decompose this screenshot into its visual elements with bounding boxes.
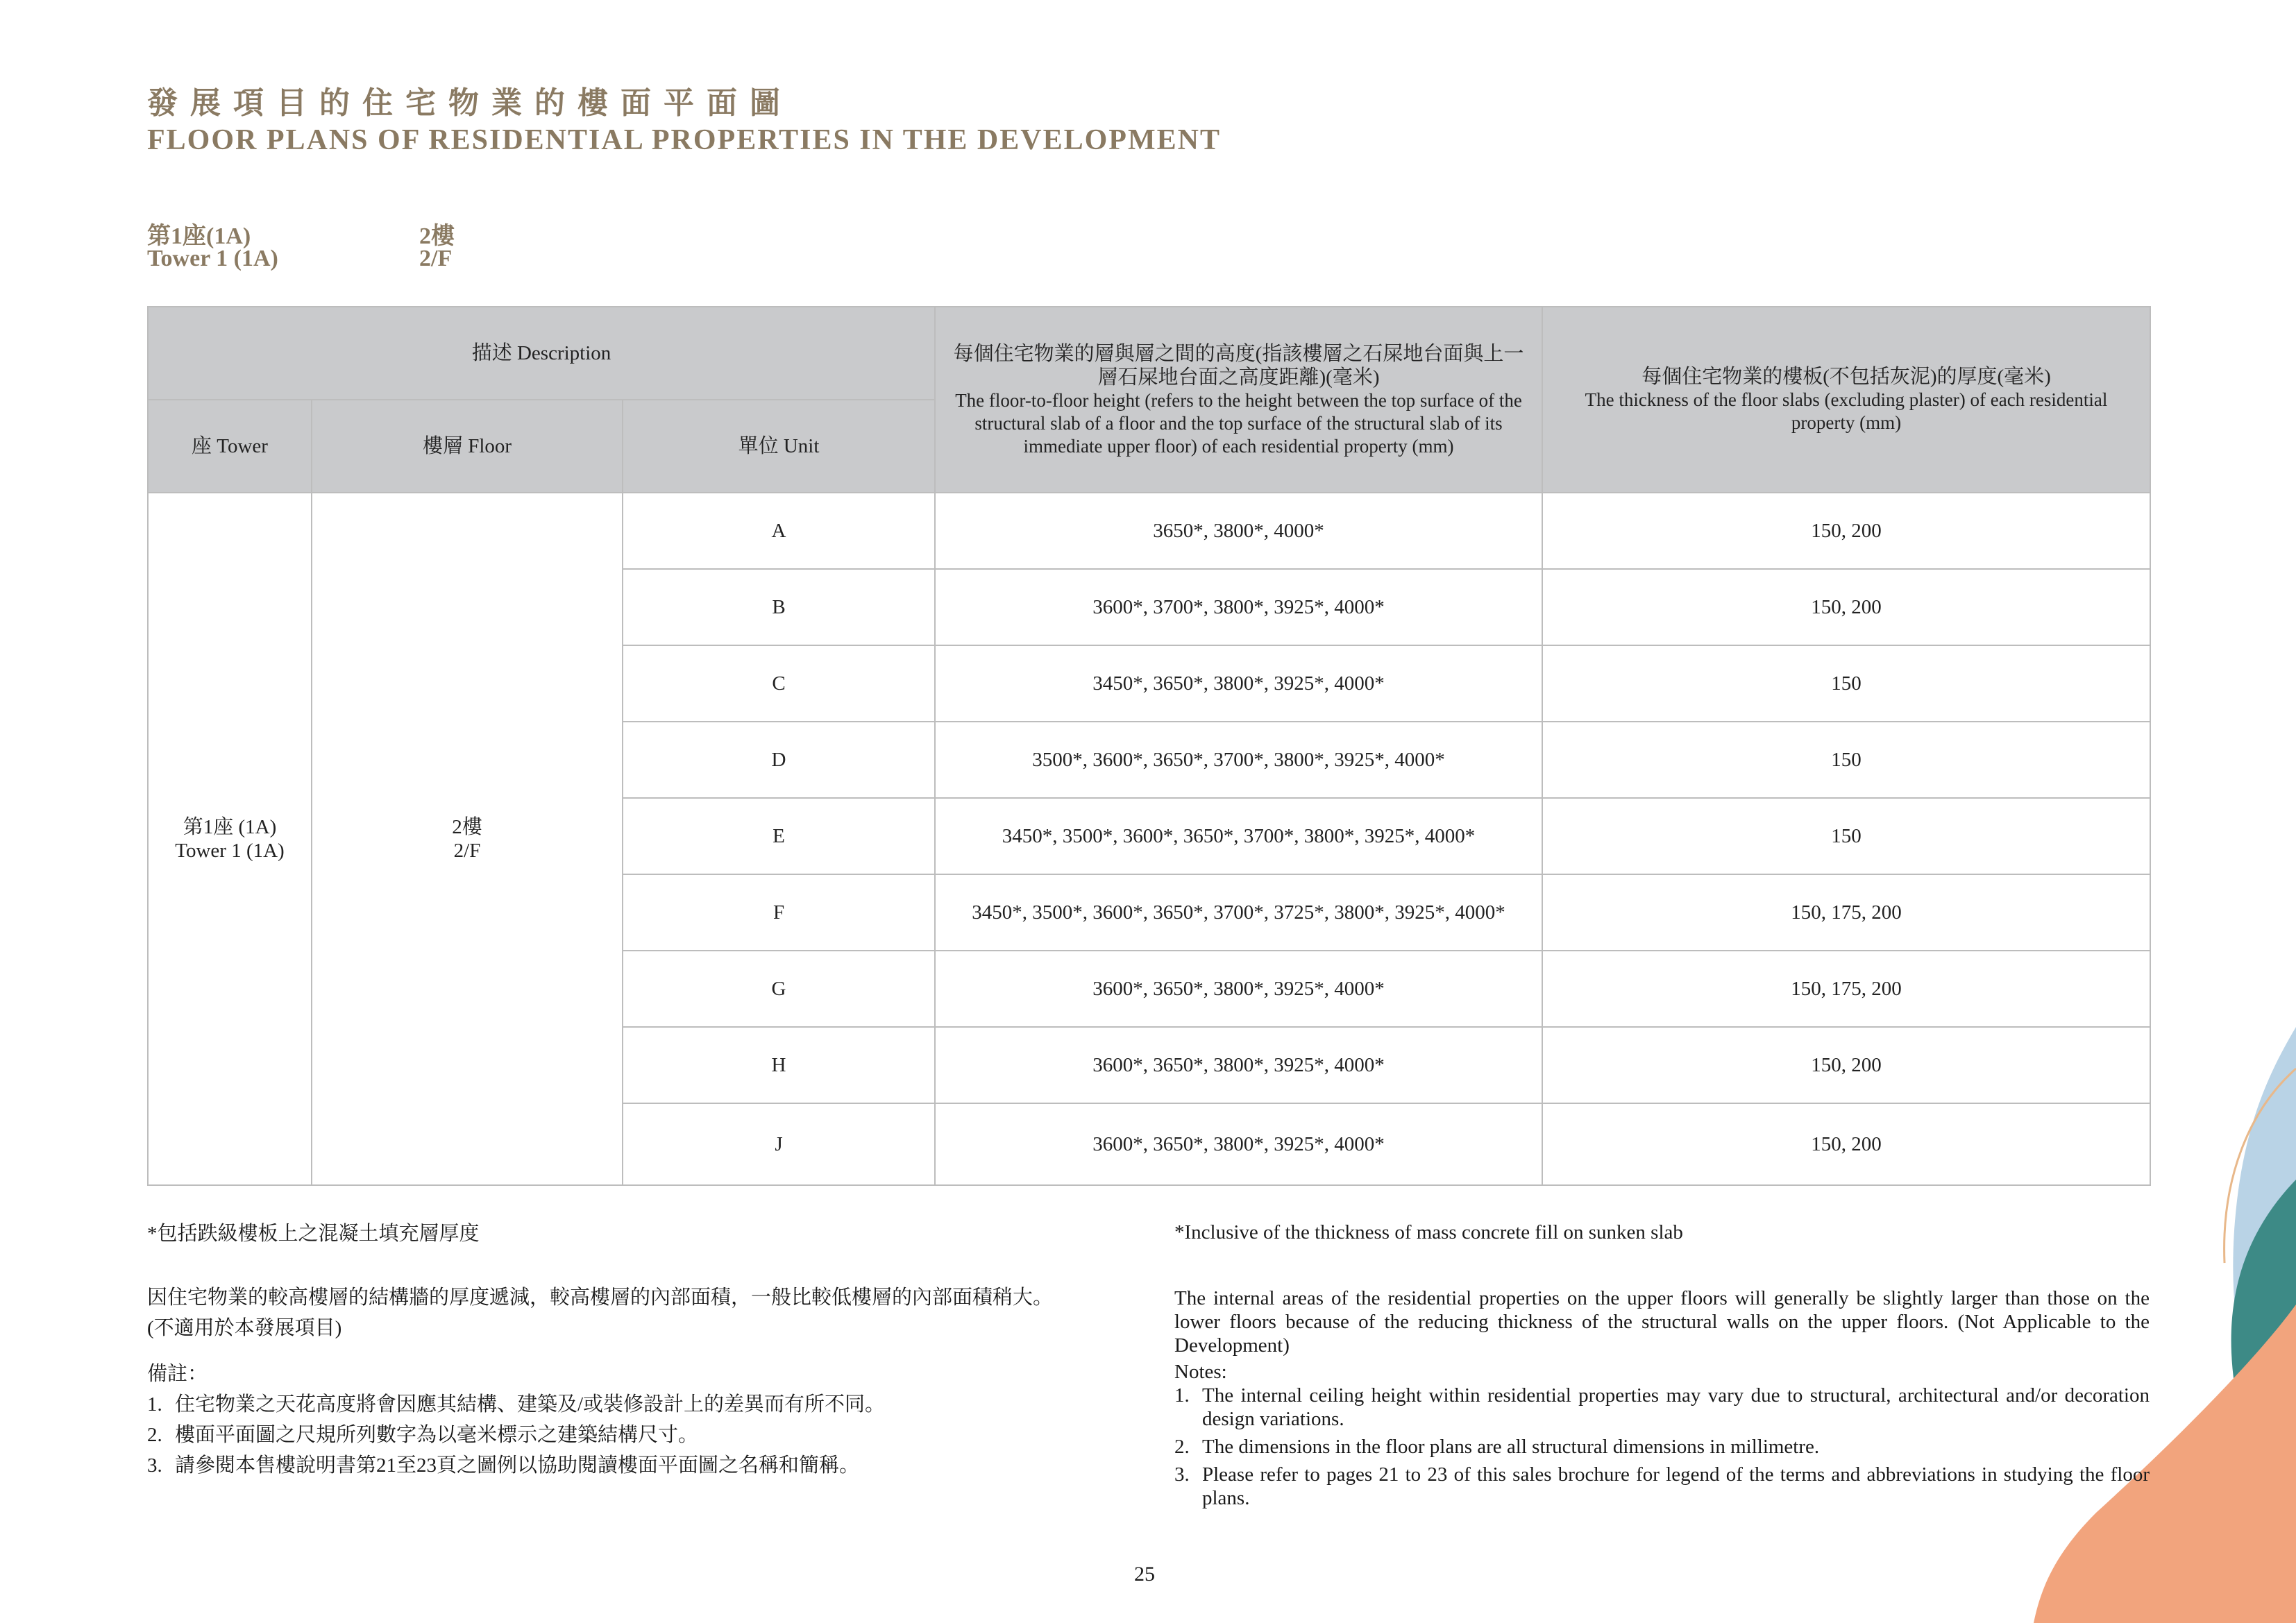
notes-list-en bbox=[1174, 1384, 2150, 1510]
height-cell: 3600*, 3700*, 3800*, 3925*, 4000* bbox=[935, 569, 1542, 645]
internal-area-note-zh-line2: (不適用於本發展項目) bbox=[147, 1317, 342, 1339]
unit-cell: C bbox=[623, 645, 935, 722]
list-item: 2. 樓面平面圖之尺規所列數字為以毫米標示之建築結構尺寸。 bbox=[147, 1424, 699, 1446]
notes-zh bbox=[147, 1359, 1133, 1481]
notes-list-zh bbox=[147, 1389, 1133, 1481]
list-item: 1. The internal ceiling height within residential properties may vary due to structural, architectural and/or decoration design variations. bbox=[1174, 1384, 2150, 1430]
slab-cell: 150, 175, 200 bbox=[1542, 874, 2150, 951]
page-number: 25 bbox=[1134, 1563, 1155, 1586]
unit-cell: H bbox=[623, 1027, 935, 1103]
height-cell: 3500*, 3600*, 3650*, 3700*, 3800*, 3925*, 4000* bbox=[935, 722, 1542, 798]
table-row bbox=[148, 493, 2150, 569]
list-item: 3. Please refer to pages 21 to 23 of this sales brochure for legend of the terms and abbreviations in studying the floor plans. bbox=[1174, 1463, 2150, 1509]
height-cell: 3450*, 3500*, 3600*, 3650*, 3700*, 3800*, 3925*, 4000* bbox=[935, 798, 1542, 874]
height-cell: 3450*, 3500*, 3600*, 3650*, 3700*, 3725*, 3800*, 3925*, 4000* bbox=[935, 874, 1542, 951]
notes-label-en: Notes: bbox=[1174, 1361, 1227, 1383]
slab-cell: 150, 200 bbox=[1542, 569, 2150, 645]
floor-label-zh: 2樓 bbox=[419, 223, 455, 249]
floor-height-table bbox=[147, 306, 2151, 1186]
unit-header: 單位 Unit bbox=[623, 400, 935, 493]
internal-area-note-en: The internal areas of the residential properties on the upper floors will generally be slightly larger than those on the lower floors because of the reducing thickness of the structural walls on the upper floors. (Not Applicable to the Development) bbox=[1174, 1287, 2150, 1357]
slab-cell: 150, 200 bbox=[1542, 1103, 2150, 1185]
floor-cell bbox=[312, 493, 623, 1185]
height-cell: 3600*, 3650*, 3800*, 3925*, 4000* bbox=[935, 951, 1542, 1027]
footnote-zh: *包括跌級樓板上之混凝土填充層厚度 bbox=[147, 1223, 480, 1245]
list-item: 1. 住宅物業之天花高度將會因應其結構、建築及/或裝修設計上的差異而有所不同。 bbox=[147, 1393, 886, 1416]
floor-label-en: 2/F bbox=[419, 246, 453, 271]
unit-cell: G bbox=[623, 951, 935, 1027]
floor-height-header-zh: 每個住宅物業的層與層之間的高度(指該樓層之石屎地台面與上一層石屎地台面之高度距離)(毫米) bbox=[953, 342, 1524, 389]
floor-cell-en: 2/F bbox=[453, 840, 481, 862]
slab-cell: 150 bbox=[1542, 722, 2150, 798]
unit-cell: E bbox=[623, 798, 935, 874]
notes-en bbox=[1174, 1360, 2150, 1514]
tower-cell-en: Tower 1 (1A) bbox=[175, 840, 285, 862]
slab-cell: 150 bbox=[1542, 798, 2150, 874]
slab-cell: 150, 175, 200 bbox=[1542, 951, 2150, 1027]
floor-height-header-en: The floor-to-floor height (refers to the height between the top surface of the structural slab of a floor and the top surface of the structural slab of its immediate upper floor) of each residential property (mm) bbox=[955, 389, 1522, 457]
page-title-zh: 發展項目的住宅物業的樓面平面圖 bbox=[147, 86, 793, 120]
unit-cell: B bbox=[623, 569, 935, 645]
height-cell: 3650*, 3800*, 4000* bbox=[935, 493, 1542, 569]
internal-area-note-zh-line1: 因住宅物業的較高樓層的結構牆的厚度遞減，較高樓層的內部面積，一般比較低樓層的內部面積稍大。 bbox=[147, 1286, 1054, 1309]
list-item: 3. 請參閱本售樓說明書第21至23頁之圖例以協助閱讀樓面平面圖之名稱和簡稱。 bbox=[147, 1454, 860, 1477]
unit-cell: F bbox=[623, 874, 935, 951]
tower-label-zh: 第1座(1A) bbox=[147, 223, 251, 249]
notes-label-zh: 備註： bbox=[147, 1363, 208, 1385]
slab-thickness-header bbox=[1542, 307, 2150, 493]
page-title-en: FLOOR PLANS OF RESIDENTIAL PROPERTIES IN THE DEVELOPMENT bbox=[147, 124, 1221, 156]
tower-cell-zh: 第1座 (1A) bbox=[183, 816, 277, 838]
height-cell: 3600*, 3650*, 3800*, 3925*, 4000* bbox=[935, 1103, 1542, 1185]
unit-cell: D bbox=[623, 722, 935, 798]
internal-area-note-zh bbox=[147, 1282, 1133, 1343]
footnote-en: *Inclusive of the thickness of mass concrete fill on sunken slab bbox=[1174, 1221, 1683, 1243]
list-item: 2. The dimensions in the floor plans are all structural dimensions in millimetre. bbox=[1174, 1436, 1820, 1458]
slab-cell: 150, 200 bbox=[1542, 1027, 2150, 1103]
slab-cell: 150 bbox=[1542, 645, 2150, 722]
unit-cell: J bbox=[623, 1103, 935, 1185]
description-header: 描述 Description bbox=[148, 307, 935, 400]
tower-header: 座 Tower bbox=[148, 400, 312, 493]
slab-cell: 150, 200 bbox=[1542, 493, 2150, 569]
unit-cell: A bbox=[623, 493, 935, 569]
height-cell: 3450*, 3650*, 3800*, 3925*, 4000* bbox=[935, 645, 1542, 722]
slab-thickness-header-en: The thickness of the floor slabs (excluding plaster) of each residential property (mm) bbox=[1585, 389, 2108, 433]
tower-label-en: Tower 1 (1A) bbox=[147, 246, 278, 271]
slab-thickness-header-zh: 每個住宅物業的樓板(不包括灰泥)的厚度(毫米) bbox=[1641, 366, 2051, 388]
floor-header: 樓層 Floor bbox=[312, 400, 623, 493]
floor-height-header bbox=[935, 307, 1542, 493]
height-cell: 3600*, 3650*, 3800*, 3925*, 4000* bbox=[935, 1027, 1542, 1103]
tower-cell bbox=[148, 493, 312, 1185]
floor-cell-zh: 2樓 bbox=[452, 816, 482, 838]
